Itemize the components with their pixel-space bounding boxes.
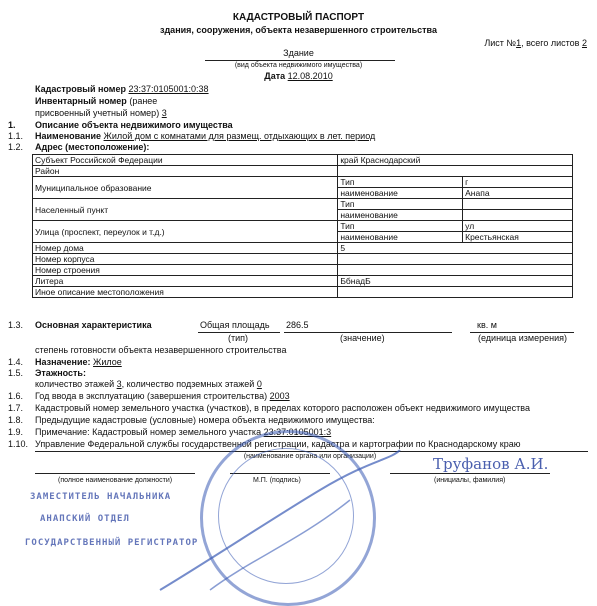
year-value: 2003: [269, 391, 290, 401]
municipality-type-label: Тип: [338, 177, 463, 188]
sheets-total: 2: [581, 38, 587, 48]
street-name-label: наименование: [338, 232, 463, 243]
table-row: [33, 243, 573, 254]
item-1-2-number: 1.2.: [8, 142, 24, 152]
stamp-position-line3: ГОСУДАРСТВЕННЫЙ РЕГИСТРАТОР: [25, 538, 199, 548]
floors-line: [35, 379, 262, 389]
floors-text-b: , количество подземных этажей: [121, 379, 255, 389]
locality-name-label: наименование: [338, 210, 463, 221]
position-caption: (полное наименование должности): [58, 477, 173, 484]
address-heading: Адрес (местоположение):: [35, 142, 150, 152]
note-label: Примечание: Кадастровый номер земельного участка: [35, 427, 262, 437]
item-1-9-number: 1.9.: [8, 427, 24, 437]
authority-caption: (наименование органа или организации): [243, 453, 377, 460]
characteristic-label: Основная характеристика: [35, 320, 152, 330]
sheet-info: [484, 38, 587, 48]
inventory-number: [35, 96, 157, 106]
name-value: Жилой дом с комнатами для размещ. отдыхающих в лет. период: [103, 131, 376, 141]
structure-label: Номер строения: [33, 265, 338, 276]
note-value: 23:37:0105001:3: [263, 427, 332, 437]
floors-label: Этажность:: [35, 368, 86, 378]
table-row: [33, 254, 573, 265]
stamp-position-line2: АНАПСКИЙ ОТДЕЛ: [40, 514, 130, 524]
date-label: Дата: [264, 71, 286, 81]
year-line: [35, 391, 290, 401]
purpose: [35, 357, 122, 367]
authority-value: Управление Федеральной службы государственной регистрации, кадастра и картографии по Краснодарскому краю: [35, 439, 521, 449]
table-row: [33, 155, 573, 166]
unit-caption: (единица измерения): [478, 333, 567, 343]
item-1-8-number: 1.8.: [8, 415, 24, 425]
name-underline: [390, 473, 550, 474]
sheet-label: Лист №: [484, 38, 517, 48]
sheet-number: 1: [516, 38, 522, 48]
item-1-3-number: 1.3.: [8, 320, 24, 330]
stamp-position-line1: ЗАМЕСТИТЕЛЬ НАЧАЛЬНИКА: [30, 492, 172, 502]
type-caption: (тип): [228, 333, 249, 343]
cadastral-number: [35, 84, 209, 94]
structure-value: [338, 265, 573, 276]
document-subtitle: здания, сооружения, объекта незавершенного строительства: [160, 25, 437, 35]
date-value: 12.08.2010: [287, 71, 333, 81]
document-title: КАДАСТРОВЫЙ ПАСПОРТ: [232, 12, 365, 23]
inventory-suffix: (ранее: [129, 96, 158, 106]
object-name: [35, 131, 375, 141]
name-caption: (инициалы, фамилия): [434, 477, 506, 484]
item-1-10-number: 1.10.: [8, 439, 29, 449]
prior-label: присвоенный учетный номер): [35, 108, 160, 118]
item-1-1-number: 1.1.: [8, 131, 24, 141]
object-type-caption: (вид объекта недвижимого имущества): [234, 62, 363, 69]
municipality-type: г: [463, 177, 573, 188]
municipality-name: Анапа: [463, 188, 573, 199]
subject-value: край Краснодарский: [338, 155, 573, 166]
item-1-4-number: 1.4.: [8, 357, 24, 367]
table-row: [33, 177, 573, 188]
locality-type: [463, 199, 573, 210]
land-label: Кадастровый номер земельного участка (участков), в пределах которого расположен объект недвижимого имущества: [35, 403, 530, 413]
table-row: [33, 276, 573, 287]
other-label: Иное описание местоположения: [33, 287, 338, 298]
section-1-title: Описание объекта недвижимого имущества: [35, 120, 233, 130]
document-date: [0, 71, 597, 81]
street-label: Улица (проспект, переулок и т.д.): [33, 221, 338, 243]
signature-caption: М.П. (подпись): [253, 477, 301, 484]
subject-label: Субъект Российской Федерации: [33, 155, 338, 166]
readiness-label: степень готовности объекта незавершенного строительства: [35, 345, 287, 355]
inventory-label: Инвентарный номер: [35, 96, 127, 106]
street-name: Крестьянская: [463, 232, 573, 243]
house-label: Номер дома: [33, 243, 338, 254]
table-row: [33, 221, 573, 232]
signature-flourish: [150, 440, 410, 600]
characteristic-unit: кв. м: [477, 320, 497, 330]
characteristic-value: 286.5: [286, 320, 309, 330]
floors-value: 3: [116, 379, 122, 389]
value-caption: (значение): [340, 333, 385, 343]
district-value: [338, 166, 573, 177]
cadastral-label: Кадастровый номер: [35, 84, 126, 94]
prior-value: 3: [161, 108, 167, 118]
house-value: 5: [338, 243, 573, 254]
sheets-total-label: , всего листов: [521, 38, 580, 48]
purpose-label: Назначение:: [35, 357, 91, 367]
prev-label: Предыдущие кадастровые (условные) номера объекта недвижимого имущества:: [35, 415, 375, 425]
section-1-number: 1.: [8, 120, 16, 130]
characteristic-type: Общая площадь: [200, 320, 270, 330]
name-label: Наименование: [35, 131, 102, 141]
item-1-5-number: 1.5.: [8, 368, 24, 378]
locality-type-label: Тип: [338, 199, 463, 210]
letter-label: Литера: [33, 276, 338, 287]
object-type-underline: [205, 60, 395, 61]
street-type: ул: [463, 221, 573, 232]
floors-text-a: количество этажей: [35, 379, 115, 389]
underground-value: 0: [256, 379, 262, 389]
table-row: [33, 287, 573, 298]
municipality-label: Муниципальное образование: [33, 177, 338, 199]
prior-number: [35, 108, 167, 118]
locality-label: Населенный пункт: [33, 199, 338, 221]
item-1-6-number: 1.6.: [8, 391, 24, 401]
year-label: Год ввода в эксплуатацию (завершения строительства): [35, 391, 268, 401]
municipality-name-label: наименование: [338, 188, 463, 199]
street-type-label: Тип: [338, 221, 463, 232]
signer-name: Труфанов А.И.: [433, 455, 549, 473]
purpose-value: Жилое: [93, 357, 122, 367]
letter-value: БбнадБ: [338, 276, 573, 287]
table-row: [33, 166, 573, 177]
cadastral-value: 23:37:0105001:0:38: [128, 84, 209, 94]
building-value: [338, 254, 573, 265]
table-row: [33, 265, 573, 276]
other-value: [338, 287, 573, 298]
table-row: [33, 199, 573, 210]
object-type: Здание: [283, 48, 314, 58]
building-label: Номер корпуса: [33, 254, 338, 265]
item-1-7-number: 1.7.: [8, 403, 24, 413]
address-table: [32, 154, 573, 298]
locality-name: [463, 210, 573, 221]
district-label: Район: [33, 166, 338, 177]
